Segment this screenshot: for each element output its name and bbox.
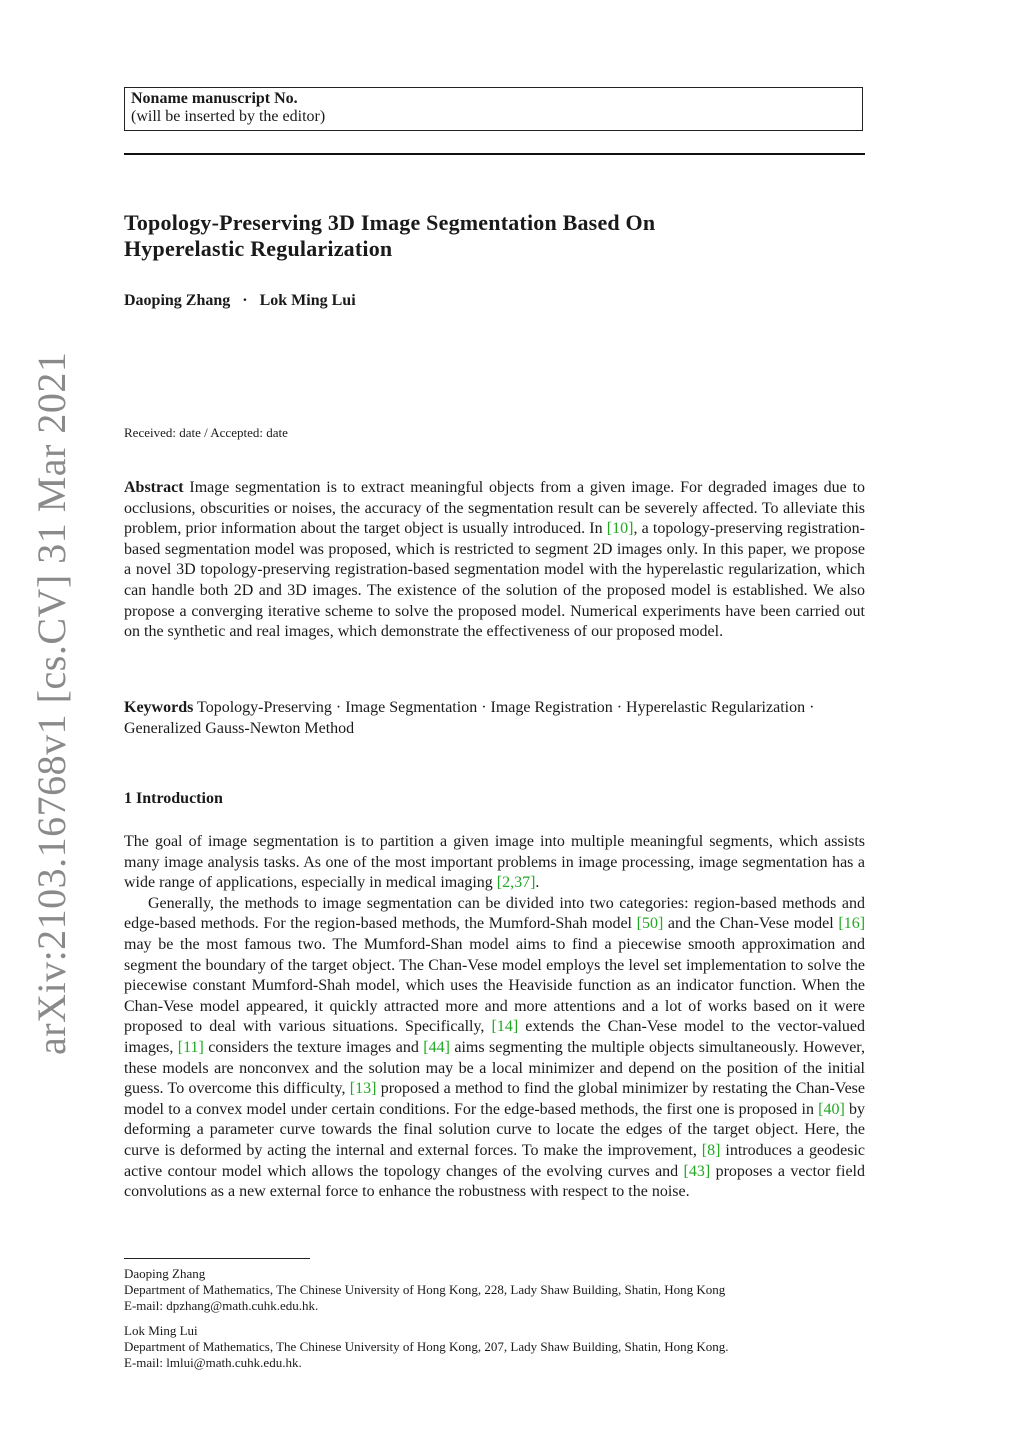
citation-link[interactable]: [16] <box>838 915 866 933</box>
keywords-label: Keywords <box>124 699 194 716</box>
citation-link[interactable]: [44] <box>423 1038 450 1056</box>
footnote-email: E-mail: dpzhang@math.cuhk.edu.hk. <box>124 1298 319 1313</box>
footnote-rule <box>124 1258 310 1259</box>
paragraph-text: Generally, the methods to image segmentation can be divided into two categories: region-based methods and edge-based methods. For the region-based methods, the Mumford-Shah model <box>124 894 865 933</box>
abstract-text: Image segmentation is to extract meaningful objects from a given image. For degraded images due to occlusions, obscurities or noises, the accuracy of the segmentation result can be severely affected. To alleviate this problem, prior information about the target object is usually introduced. In <box>124 479 866 538</box>
citation-link[interactable]: [13] <box>349 1080 377 1098</box>
paragraph-text: proposes a vector field convolutions as a new external force to enhance the robustness with respect to the noise. <box>124 1162 865 1201</box>
paragraph <box>124 832 865 894</box>
paragraph-text: The goal of image segmentation is to partition a given image into multiple meaningful segments, which assists many image analysis tasks. As one of the most important problems in image processing, image segmentation has a wide range of applications, especially in medical imaging <box>124 833 865 892</box>
arxiv-side-stamp: arXiv:2103.16768v1 [cs.CV] 31 Mar 2021 <box>29 351 74 1055</box>
received-accepted-line: Received: date / Accepted: date <box>124 425 288 440</box>
abstract-label: Abstract <box>124 479 184 496</box>
title-line-1: Topology-Preserving 3D Image Segmentation Based On <box>124 210 656 235</box>
paragraph-text: extends the Chan-Vese model to the vector-valued images, <box>124 1018 865 1056</box>
paper-title <box>124 210 865 262</box>
paragraph-text: aims segmenting the multiple objects simultaneously. However, these models are nonconvex and the solution may be a local minimizer and depend on the position of the initial guess. To overcome this difficulty, <box>124 1038 865 1098</box>
section-heading: 1 Introduction <box>124 790 223 807</box>
keywords-text: Topology-Preserving · Image Segmentation · Image Registration · Hyperelastic Regularization · Generalized Gauss-Newton Method <box>124 699 815 737</box>
citation-link[interactable]: [8] <box>701 1141 721 1159</box>
manuscript-editor-note: (will be inserted by the editor) <box>131 108 326 125</box>
author-name: Daoping Zhang <box>124 292 231 309</box>
manuscript-number-label: Noname manuscript No. <box>131 90 298 107</box>
citation-link[interactable]: [50] <box>636 915 664 933</box>
footnote-name: Daoping Zhang <box>124 1266 206 1281</box>
paragraph-text: proposed a method to find the global minimizer by restating the Chan-Vese model to a convex model under certain conditions. For the edge-based methods, the first one is proposed in <box>124 1080 866 1118</box>
author-separator: · <box>242 292 248 309</box>
footnote-author-2 <box>124 1323 865 1371</box>
manuscript-info-box <box>124 87 863 131</box>
footnote-author-1 <box>124 1266 865 1314</box>
abstract-text: , a topology-preserving registration-based segmentation model was proposed, which is restricted to segment 2D images only. In this paper, we propose a novel 3D topology-preserving registration-based segmentation model with the hyperelastic regularization, which can handle both 2D and 3D images. The existence of the solution of the proposed model is established. We also propose a converging iterative scheme to solve the proposed model. Numerical experiments have been carried out on the synthetic and real images, which demonstrate the effectiveness of our proposed model. <box>124 520 866 641</box>
citation-link[interactable]: [2,37] <box>496 874 536 892</box>
paragraph-text: considers the texture images and <box>203 1038 424 1056</box>
citation-link[interactable]: [11] <box>177 1038 204 1056</box>
author-list <box>124 292 356 310</box>
paragraph-text: . <box>535 874 540 892</box>
footnote-affiliation: Department of Mathematics, The Chinese University of Hong Kong, 228, Lady Shaw Building, Shatin, Hong Kong <box>124 1282 726 1297</box>
citation-link[interactable]: [43] <box>683 1162 711 1180</box>
author-name: Lok Ming Lui <box>259 292 356 309</box>
paragraph-text: by deforming a parameter curve towards the final solution curve to locate the edges of the target object. Here, the curve is deformed by acting the internal and external forces. To make the improvement, <box>124 1100 866 1159</box>
paragraph-text: and the Chan-Vese model <box>663 915 839 933</box>
header-rule <box>124 153 865 155</box>
paragraph-text: may be the most famous two. The Mumford-Shan model aims to find a piecewise smooth approximation and segment the boundary of the target object. The Chan-Vese model employs the level set implementation to solve the piecewise constant Mumford-Shah model, which uses the Heaviside function as an indicator function. When the Chan-Vese model appeared, it quickly attracted more and more attentions and a lot of works based on it were proposed to deal with various situations. Specifically, <box>124 935 865 1036</box>
citation-link[interactable]: [40] <box>818 1100 845 1118</box>
paragraph <box>124 894 865 1203</box>
abstract <box>124 478 865 643</box>
footnote-name: Lok Ming Lui <box>124 1323 198 1338</box>
paragraph-text: introduces a geodesic active contour model which allows the topology changes of the evolving curves and <box>124 1141 865 1180</box>
footnote-affiliation: Department of Mathematics, The Chinese University of Hong Kong, 207, Lady Shaw Building, Shatin, Hong Kong. <box>124 1339 729 1354</box>
citation-link[interactable]: [14] <box>491 1018 519 1036</box>
footnote-email: E-mail: lmlui@math.cuhk.edu.hk. <box>124 1355 302 1370</box>
introduction-body <box>124 832 865 1203</box>
citation-link[interactable]: [10] <box>606 520 634 538</box>
title-line-2: Hyperelastic Regularization <box>124 236 393 261</box>
keywords <box>124 698 865 739</box>
